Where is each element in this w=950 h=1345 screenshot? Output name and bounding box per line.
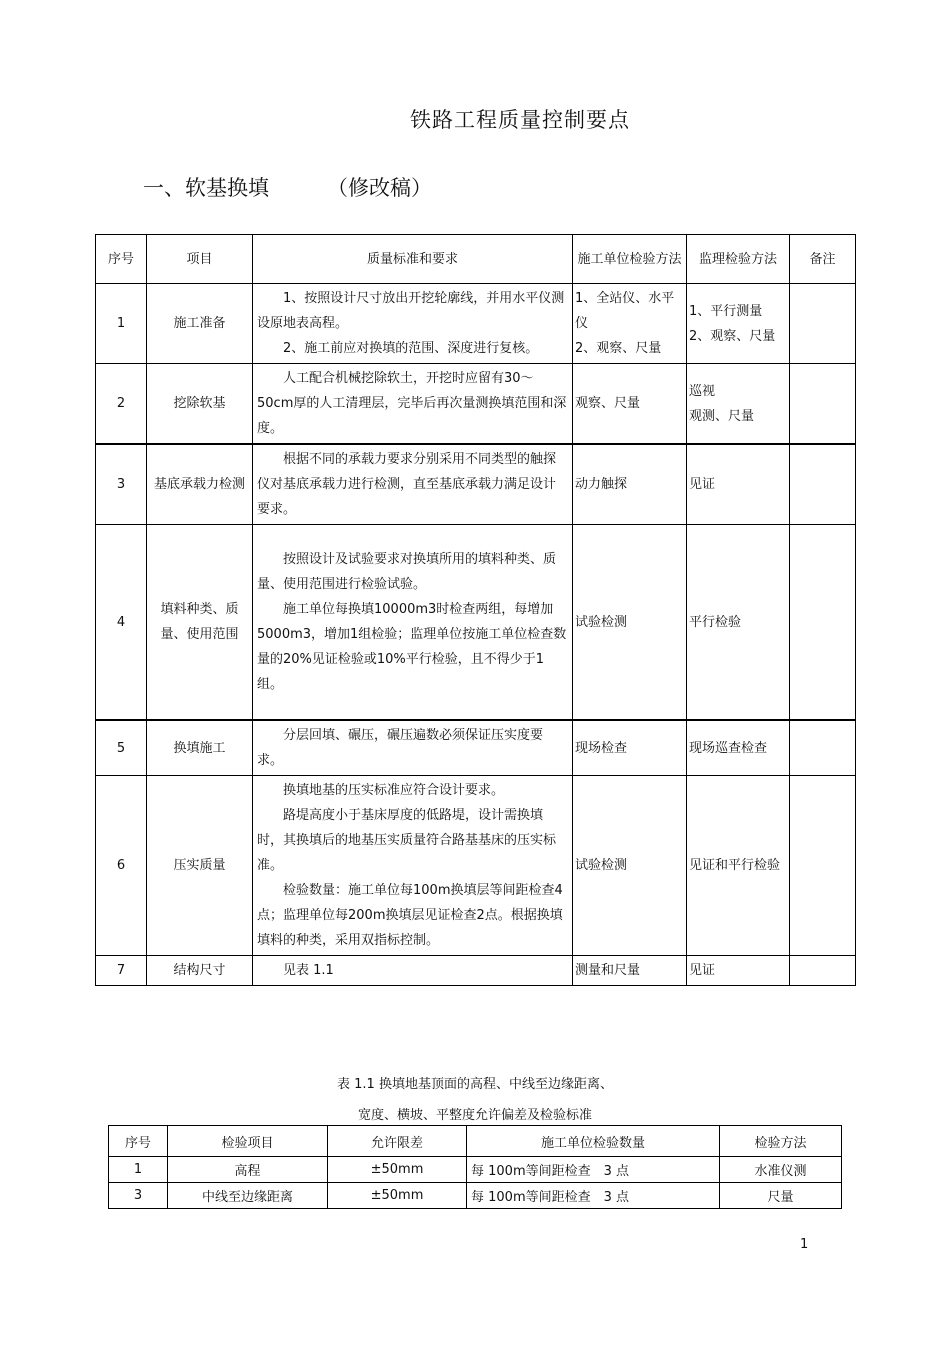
contractor-method-line: 1、全站仪、水平仪 xyxy=(575,291,675,331)
table-body xyxy=(96,284,856,986)
table-row xyxy=(96,776,856,956)
sub-cell-no: 3 xyxy=(109,1183,168,1209)
header-no: 序号 xyxy=(96,235,147,284)
cell-standard xyxy=(253,720,573,776)
header-standard: 质量标准和要求 xyxy=(253,235,573,284)
cell-remark xyxy=(790,525,856,721)
header-contractor-method: 施工单位检验方法 xyxy=(573,235,687,284)
header-supervisor-method: 监理检验方法 xyxy=(687,235,790,284)
cell-remark xyxy=(790,284,856,364)
cell-no: 6 xyxy=(96,776,147,956)
cell-no: 3 xyxy=(96,444,147,525)
sub-table-body xyxy=(109,1157,842,1209)
contractor-method-line: 动力触探 xyxy=(575,477,628,492)
supervisor-method-line: 1、平行测量 xyxy=(689,303,763,319)
table-row xyxy=(96,284,856,364)
contractor-method-line: 2、观察、尺量 xyxy=(575,341,662,356)
table-row xyxy=(96,444,856,525)
cell-item: 施工准备 xyxy=(147,284,253,364)
contractor-method-line: 测量和尺量 xyxy=(575,963,641,978)
cell-supervisor-method xyxy=(687,444,790,525)
sub-cell-quantity: 每 100m等间距检查 3 点 xyxy=(467,1157,720,1183)
cell-remark xyxy=(790,776,856,956)
standard-line: 检验数量：施工单位每100m换填层等间距检查4点；监理单位每200m换填层见证检查2点。根据换填填料的种类，采用双指标控制。 xyxy=(257,883,563,948)
cell-standard xyxy=(253,776,573,956)
cell-supervisor-method xyxy=(687,525,790,721)
cell-contractor-method xyxy=(573,444,687,525)
table-header-row xyxy=(96,235,856,284)
standard-line: 1、按照设计尺寸放出开挖轮廓线，并用水平仪测设原地表高程。 xyxy=(257,291,565,331)
supervisor-method-line: 巡视 xyxy=(689,383,716,399)
page-number: 1 xyxy=(800,1237,809,1252)
cell-item: 基底承载力检测 xyxy=(147,444,253,525)
cell-supervisor-method xyxy=(687,284,790,364)
supervisor-method-line: 平行检验 xyxy=(689,614,742,630)
supervisor-method-line: 见证 xyxy=(689,477,716,492)
supervisor-method-line: 见证 xyxy=(689,963,716,978)
header-remark: 备注 xyxy=(790,235,856,284)
tolerance-table xyxy=(108,1125,842,1209)
cell-remark xyxy=(790,720,856,776)
cell-remark xyxy=(790,364,856,445)
cell-standard xyxy=(253,364,573,445)
section-title: 一、软基换填 xyxy=(143,176,269,200)
table-row xyxy=(96,720,856,776)
cell-supervisor-method xyxy=(687,776,790,956)
sub-cell-method: 尺量 xyxy=(720,1183,842,1209)
sub-cell-item: 高程 xyxy=(168,1157,328,1183)
doc-title: 铁路工程质量控制要点 xyxy=(410,108,630,132)
sub-header-tolerance: 允许限差 xyxy=(328,1126,467,1157)
supervisor-method-line: 见证和平行检验 xyxy=(689,858,781,873)
cell-remark xyxy=(790,444,856,525)
sub-cell-no: 1 xyxy=(109,1157,168,1183)
sub-cell-tolerance: ±50mm xyxy=(328,1183,467,1209)
sub-cell-quantity: 每 100m等间距检查 3 点 xyxy=(467,1183,720,1209)
cell-item: 换填施工 xyxy=(147,720,253,776)
sub-header-quantity: 施工单位检验数量 xyxy=(467,1126,720,1157)
sub-cell-method: 水准仪测 xyxy=(720,1157,842,1183)
cell-contractor-method xyxy=(573,776,687,956)
standard-line: 换填地基的压实标准应符合设计要求。 xyxy=(283,783,505,798)
table-row xyxy=(96,525,856,721)
standard-line: 施工单位每换填10000m3时检查两组，每增加5000m3，增加1组检验；监理单位按施工单位检查数量的20%见证检验或10%平行检验，且不得少于1组。 xyxy=(257,602,567,692)
supervisor-method-line: 2、观察、尺量 xyxy=(689,328,776,344)
standard-line: 分层回填、碾压，碾压遍数必须保证压实度要求。 xyxy=(257,728,544,768)
cell-contractor-method xyxy=(573,720,687,776)
sub-cell-item: 中线至边缘距离 xyxy=(168,1183,328,1209)
cell-remark xyxy=(790,956,856,986)
table-caption-line2: 宽度、横坡、平整度允许偏差及检验标准 xyxy=(357,1108,592,1123)
cell-standard xyxy=(253,444,573,525)
supervisor-method-line: 现场巡查检查 xyxy=(689,740,768,756)
sub-header-no: 序号 xyxy=(109,1126,168,1157)
cell-no: 5 xyxy=(96,720,147,776)
cell-no: 2 xyxy=(96,364,147,445)
cell-no: 4 xyxy=(96,525,147,721)
contractor-method-line: 试验检测 xyxy=(575,614,628,630)
cell-no: 7 xyxy=(96,956,147,986)
cell-item: 填料种类、质量、使用范围 xyxy=(147,525,253,721)
table-caption-line1: 表 1.1 换填地基顶面的高程、中线至边缘距离、 xyxy=(337,1077,613,1092)
quality-control-table xyxy=(95,234,856,986)
cell-contractor-method xyxy=(573,364,687,445)
cell-standard xyxy=(253,956,573,986)
cell-supervisor-method xyxy=(687,956,790,986)
cell-supervisor-method xyxy=(687,720,790,776)
cell-no: 1 xyxy=(96,284,147,364)
cell-contractor-method xyxy=(573,525,687,721)
standard-line: 路堤高度小于基床厚度的低路堤，设计需换填时，其换填后的地基压实质量符合路基基床的压实标准。 xyxy=(257,808,557,873)
contractor-method-line: 试验检测 xyxy=(575,858,628,873)
cell-contractor-method xyxy=(573,956,687,986)
sub-table-row xyxy=(109,1183,842,1209)
standard-line: 2、施工前应对换填的范围、深度进行复核。 xyxy=(283,341,539,356)
cell-standard xyxy=(253,525,573,721)
sub-table-row xyxy=(109,1157,842,1183)
cell-item: 结构尺寸 xyxy=(147,956,253,986)
contractor-method-line: 现场检查 xyxy=(575,740,628,756)
cell-standard xyxy=(253,284,573,364)
sub-header-item: 检验项目 xyxy=(168,1126,328,1157)
standard-line: 按照设计及试验要求对换填所用的填料种类、质量、使用范围进行检验试验。 xyxy=(257,552,557,592)
cell-item: 挖除软基 xyxy=(147,364,253,445)
cell-item: 压实质量 xyxy=(147,776,253,956)
sub-header-method: 检验方法 xyxy=(720,1126,842,1157)
table-row xyxy=(96,364,856,445)
cell-contractor-method xyxy=(573,284,687,364)
contractor-method-line: 观察、尺量 xyxy=(575,396,641,411)
header-item: 项目 xyxy=(147,235,253,284)
standard-line: 根据不同的承载力要求分别采用不同类型的触探仪对基底承载力进行检测，直至基底承载力满足设计要求。 xyxy=(257,452,557,517)
section-heading xyxy=(143,172,432,202)
sub-header-row xyxy=(109,1126,842,1157)
standard-line: 见表 1.1 xyxy=(283,963,334,978)
standard-line: 人工配合机械挖除软土，开挖时应留有30～50cm厚的人工清理层，完毕后再次量测换填范围和深度。 xyxy=(257,371,567,436)
sub-cell-tolerance: ±50mm xyxy=(328,1157,467,1183)
table-row xyxy=(96,956,856,986)
section-revision: （修改稿） xyxy=(327,176,432,200)
supervisor-method-line: 观测、尺量 xyxy=(689,408,755,424)
cell-supervisor-method xyxy=(687,364,790,445)
